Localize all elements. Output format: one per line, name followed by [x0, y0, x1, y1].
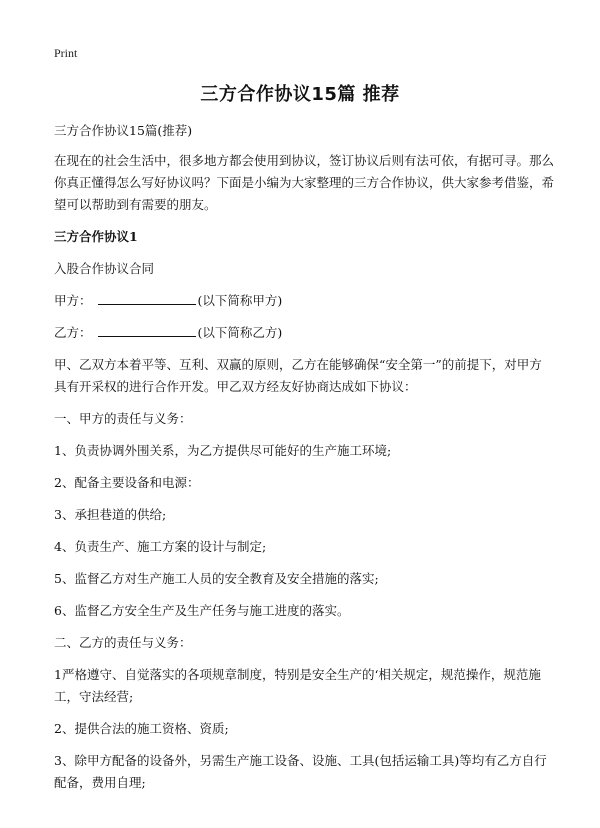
part-b-heading: 二、乙方的责任与义务： — [54, 635, 192, 650]
print-link[interactable]: Print — [54, 46, 78, 60]
list-item: 3、承担巷道的供给; — [54, 507, 167, 522]
list-item: 2、配备主要设备和电源： — [54, 475, 200, 490]
list-item: 4、负责生产、施工方案的设计与制定; — [54, 539, 267, 554]
document-subtitle: 三方合作协议15篇(推荐) — [54, 123, 193, 138]
party-b-line — [54, 322, 554, 344]
part-a-heading: 一、甲方的责任与义务： — [54, 411, 192, 426]
document-body — [54, 120, 554, 804]
preamble-paragraph: 甲、乙双方本着平等、互利、双赢的原则，乙方在能够确保“安全第一”的前提下，对甲方具有开采权的进行合作开发。甲乙双方经友好协商达成如下协议： — [54, 357, 542, 394]
list-item: 3、除甲方配备的设备外，另需生产施工设备、设施、工具(包括运输工具)等均有乙方自行配备，费用自理; — [54, 753, 547, 790]
party-a-line — [54, 290, 554, 312]
party-a-blank — [98, 290, 196, 305]
party-a-label: 甲方： — [54, 293, 92, 308]
section-heading: 三方合作协议1 — [54, 229, 138, 244]
list-item: 5、监督乙方对生产施工人员的安全教育及安全措施的落实; — [54, 571, 379, 586]
list-item: 1、负责协调外围关系，为乙方提供尽可能好的生产施工环境; — [54, 443, 392, 458]
list-item: 2、提供合法的施工资格、资质; — [54, 721, 229, 736]
list-item: 1严格遵守、自觉落实的各项规章制度，特别是安全生产的‘相关规定，规范操作，规范施工，守法经营; — [54, 667, 541, 704]
party-b-suffix: (以下简称乙方) — [197, 325, 283, 340]
intro-paragraph: 在现在的社会生活中，很多地方都会使用到协议，签订协议后则有法可依，有据可寻。那么你真正懂得怎么写好协议吗？下面是小编为大家整理的三方合作协议，供大家参考借鉴，希望可以帮助到有需要的朋友。 — [54, 153, 555, 212]
page-title: 三方合作协议15篇 推荐 — [200, 84, 400, 105]
party-b-blank — [98, 322, 196, 337]
party-b-label: 乙方： — [54, 325, 92, 340]
list-item: 6、监督乙方安全生产及生产任务与施工进度的落实。 — [54, 603, 350, 618]
contract-title: 入股合作协议合同 — [54, 261, 155, 276]
party-a-suffix: (以下简称甲方) — [197, 293, 283, 308]
